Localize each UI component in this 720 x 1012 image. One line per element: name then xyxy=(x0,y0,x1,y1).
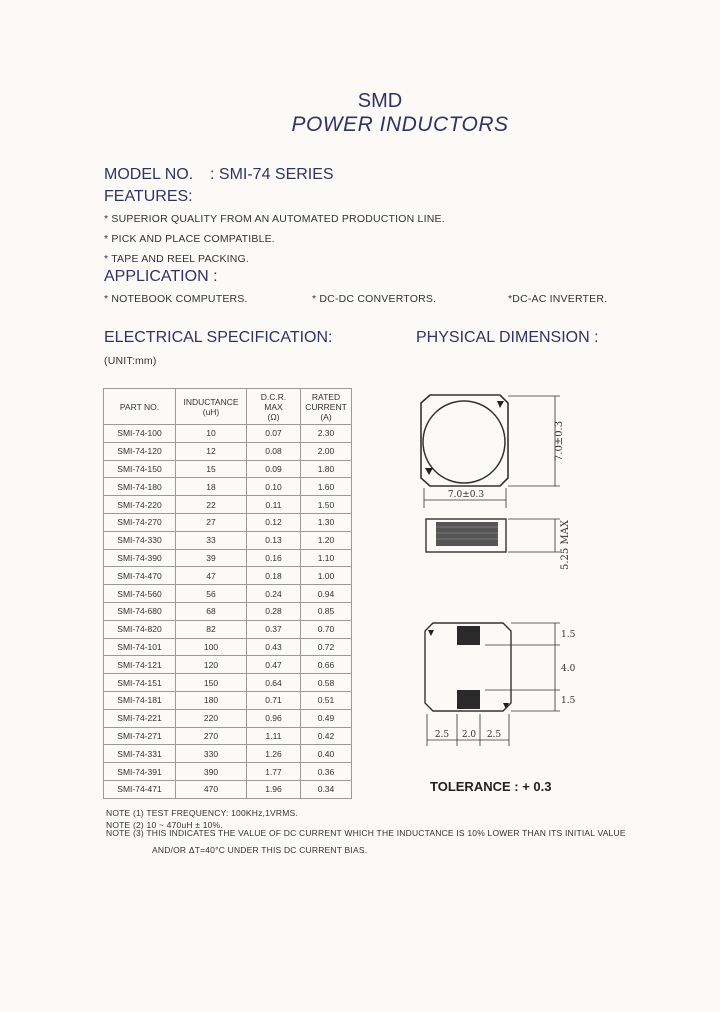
cell-part-no: SMI-74-470 xyxy=(104,567,176,585)
dim-pad-mid: 2.0 xyxy=(461,730,477,740)
cell-inductance: 33 xyxy=(176,531,247,549)
application-heading: APPLICATION : xyxy=(104,268,218,285)
cell-inductance: 220 xyxy=(176,709,247,727)
cell-dcr: 0.24 xyxy=(247,585,301,603)
cell-part-no: SMI-74-180 xyxy=(104,478,176,496)
dim-pad-bottom: 1.5 xyxy=(561,696,576,706)
application-item: * DC-DC CONVERTORS. xyxy=(312,293,437,305)
cell-part-no: SMI-74-390 xyxy=(104,549,176,567)
cell-dcr: 0.28 xyxy=(247,602,301,620)
header-part: PART NO. xyxy=(104,389,176,425)
cell-rated-current: 0.58 xyxy=(301,674,352,692)
cell-dcr: 0.09 xyxy=(247,460,301,478)
cell-rated-current: 0.66 xyxy=(301,656,352,674)
note-1: NOTE (1) TEST FREQUENCY: 100KHz,1VRMS. xyxy=(106,808,298,818)
tolerance-label: TOLERANCE : + 0.3 xyxy=(430,779,552,794)
dim-pad-gap: 4.0 xyxy=(561,664,576,674)
application-item: * NOTEBOOK COMPUTERS. xyxy=(104,293,248,305)
cell-rated-current: 2.30 xyxy=(301,425,352,443)
cell-part-no: SMI-74-101 xyxy=(104,638,176,656)
cell-part-no: SMI-74-391 xyxy=(104,763,176,781)
cell-dcr: 0.71 xyxy=(247,691,301,709)
features-heading: FEATURES: xyxy=(104,188,193,205)
cell-inductance: 56 xyxy=(176,585,247,603)
cell-part-no: SMI-74-120 xyxy=(104,442,176,460)
title-smd: SMD xyxy=(357,90,403,112)
cell-dcr: 0.18 xyxy=(247,567,301,585)
cell-dcr: 1.11 xyxy=(247,727,301,745)
cell-part-no: SMI-74-270 xyxy=(104,513,176,531)
header-dcr: D.C.R. MAX (Ω) xyxy=(247,389,301,425)
cell-part-no: SMI-74-181 xyxy=(104,691,176,709)
cell-dcr: 0.64 xyxy=(247,674,301,692)
cell-inductance: 15 xyxy=(176,460,247,478)
cell-dcr: 0.16 xyxy=(247,549,301,567)
cell-part-no: SMI-74-100 xyxy=(104,425,176,443)
dim-pad-left: 2.5 xyxy=(434,730,450,740)
cell-part-no: SMI-74-680 xyxy=(104,602,176,620)
cell-inductance: 180 xyxy=(176,691,247,709)
dim-height: 7.0±0.3 xyxy=(554,420,565,462)
cell-rated-current: 1.10 xyxy=(301,549,352,567)
cell-dcr: 0.07 xyxy=(247,425,301,443)
application-item: *DC-AC INVERTER. xyxy=(508,293,608,305)
physical-heading: PHYSICAL DIMENSION : xyxy=(416,329,599,346)
cell-inductance: 100 xyxy=(176,638,247,656)
cell-dcr: 0.47 xyxy=(247,656,301,674)
cell-inductance: 47 xyxy=(176,567,247,585)
cell-dcr: 0.08 xyxy=(247,442,301,460)
cell-dcr: 0.37 xyxy=(247,620,301,638)
cell-part-no: SMI-74-271 xyxy=(104,727,176,745)
cell-inductance: 27 xyxy=(176,513,247,531)
feature-item: * SUPERIOR QUALITY FROM AN AUTOMATED PRODUCTION LINE. xyxy=(104,213,445,225)
header-inductance: INDUCTANCE (uH) xyxy=(176,389,247,425)
cell-rated-current: 0.49 xyxy=(301,709,352,727)
dim-thickness: 5.25 MAX xyxy=(560,519,571,571)
cell-rated-current: 0.34 xyxy=(301,780,352,798)
cell-inductance: 10 xyxy=(176,425,247,443)
cell-dcr: 0.10 xyxy=(247,478,301,496)
cell-dcr: 0.13 xyxy=(247,531,301,549)
note-2: NOTE (2) 10 ~ 470uH ± 10%. xyxy=(106,820,223,830)
dim-width: 7.0±0.3 xyxy=(447,490,485,500)
cell-part-no: SMI-74-220 xyxy=(104,496,176,514)
cell-rated-current: 1.80 xyxy=(301,460,352,478)
cell-rated-current: 0.70 xyxy=(301,620,352,638)
cell-part-no: SMI-74-150 xyxy=(104,460,176,478)
cell-rated-current: 1.20 xyxy=(301,531,352,549)
cell-dcr: 0.11 xyxy=(247,496,301,514)
note-3: NOTE (3) THIS INDICATES THE VALUE OF DC CURRENT WHICH THE INDUCTANCE IS 10% LOWER THAN ITS INITIAL VALUE xyxy=(106,828,626,838)
cell-rated-current: 0.36 xyxy=(301,763,352,781)
cell-part-no: SMI-74-820 xyxy=(104,620,176,638)
cell-part-no: SMI-74-331 xyxy=(104,745,176,763)
cell-inductance: 39 xyxy=(176,549,247,567)
cell-rated-current: 0.42 xyxy=(301,727,352,745)
cell-dcr: 0.96 xyxy=(247,709,301,727)
cell-part-no: SMI-74-560 xyxy=(104,585,176,603)
electrical-heading: ELECTRICAL SPECIFICATION: xyxy=(104,329,333,346)
cell-inductance: 18 xyxy=(176,478,247,496)
dim-pad-right: 2.5 xyxy=(486,730,502,740)
cell-part-no: SMI-74-121 xyxy=(104,656,176,674)
cell-dcr: 0.12 xyxy=(247,513,301,531)
cell-part-no: SMI-74-330 xyxy=(104,531,176,549)
side-view xyxy=(426,519,560,552)
cell-inductance: 390 xyxy=(176,763,247,781)
cell-dcr: 1.96 xyxy=(247,780,301,798)
header-current: RATED CURRENT (A) xyxy=(301,389,352,425)
cell-inductance: 120 xyxy=(176,656,247,674)
feature-item: * PICK AND PLACE COMPATIBLE. xyxy=(104,233,275,245)
cell-dcr: 0.43 xyxy=(247,638,301,656)
cell-inductance: 270 xyxy=(176,727,247,745)
cell-rated-current: 1.30 xyxy=(301,513,352,531)
cell-inductance: 68 xyxy=(176,602,247,620)
cell-inductance: 150 xyxy=(176,674,247,692)
cell-dcr: 1.77 xyxy=(247,763,301,781)
note-3-cont: AND/OR ΔT=40°C UNDER THIS DC CURRENT BIAS. xyxy=(152,845,368,855)
cell-rated-current: 0.72 xyxy=(301,638,352,656)
cell-rated-current: 2.00 xyxy=(301,442,352,460)
model-label: MODEL NO. xyxy=(104,166,194,183)
unit-label: (UNIT:mm) xyxy=(104,355,157,367)
cell-rated-current: 0.85 xyxy=(301,602,352,620)
cell-inductance: 82 xyxy=(176,620,247,638)
cell-dcr: 1.26 xyxy=(247,745,301,763)
cell-rated-current: 1.00 xyxy=(301,567,352,585)
cell-inductance: 330 xyxy=(176,745,247,763)
cell-part-no: SMI-74-151 xyxy=(104,674,176,692)
cell-rated-current: 1.50 xyxy=(301,496,352,514)
cell-part-no: SMI-74-221 xyxy=(104,709,176,727)
bottom-view xyxy=(425,623,560,746)
cell-inductance: 470 xyxy=(176,780,247,798)
cell-rated-current: 0.40 xyxy=(301,745,352,763)
cell-rated-current: 0.51 xyxy=(301,691,352,709)
model-value: : SMI-74 SERIES xyxy=(210,166,334,183)
title-power-inductors: POWER INDUCTORS xyxy=(291,113,509,136)
cell-part-no: SMI-74-471 xyxy=(104,780,176,798)
cell-inductance: 22 xyxy=(176,496,247,514)
feature-item: * TAPE AND REEL PACKING. xyxy=(104,253,250,265)
cell-inductance: 12 xyxy=(176,442,247,460)
cell-rated-current: 1.60 xyxy=(301,478,352,496)
top-view xyxy=(421,395,560,508)
dim-pad-top: 1.5 xyxy=(561,630,576,640)
cell-rated-current: 0.94 xyxy=(301,585,352,603)
